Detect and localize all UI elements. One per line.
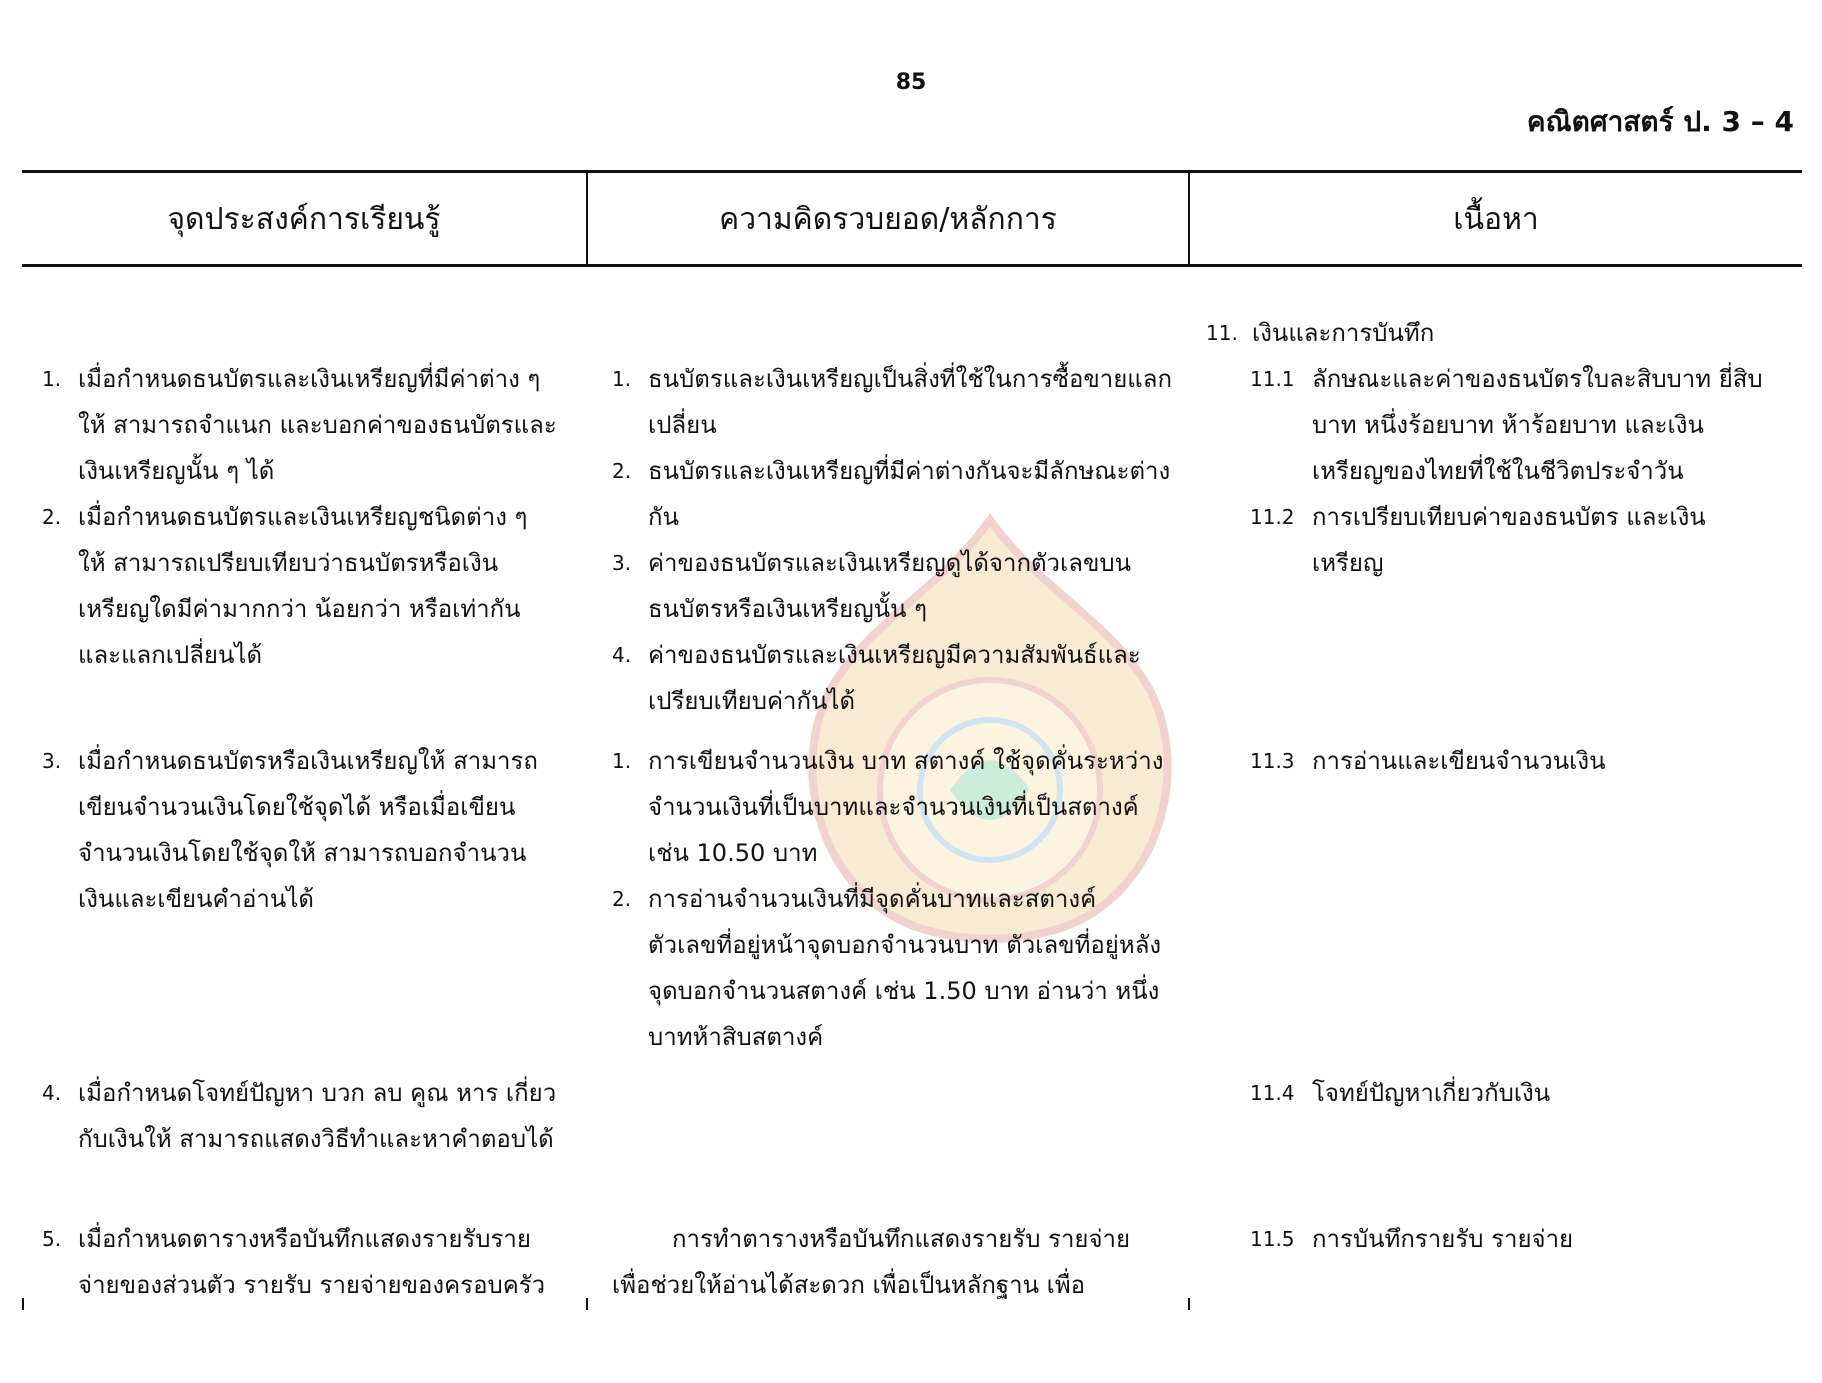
concept-item-2: [612, 448, 1172, 540]
content-sub-text: การอ่านและเขียนจำนวนเงิน: [1312, 747, 1606, 775]
concept-text: ธนบัตรและเงินเหรียญเป็นสิ่งที่ใช้ในการซื้อขายแลกเปลี่ยน: [648, 365, 1173, 439]
objective-item-4: [42, 1070, 562, 1162]
content-sub-number: 11.4: [1250, 1081, 1295, 1105]
content-sub-text: โจทย์ปัญหาเกี่ยวกับเงิน: [1312, 1079, 1551, 1107]
column-divider-left-bottom: [22, 1298, 24, 1310]
objective-item-5: [42, 1216, 562, 1308]
objective-number: 5.: [42, 1227, 62, 1251]
content-heading: [1206, 310, 1796, 356]
objective-number: 2.: [42, 505, 62, 529]
content-sub-item-1: [1250, 356, 1770, 494]
objective-item-3: [42, 738, 562, 922]
objective-text: เมื่อกำหนดตารางหรือบันทึกแสดงรายรับรายจ่ายของส่วนตัว รายรับ รายจ่ายของครอบครัว: [78, 1225, 546, 1299]
objective-text: เมื่อกำหนดธนบัตรหรือเงินเหรียญให้ สามารถเขียนจำนวนเงินโดยใช้จุดได้ หรือเมื่อเขียนจำนวนเงินโดยใช้จุดให้ สามารถบอกจำนวนเงินและเขียนคำอ่านได้: [78, 747, 538, 913]
table-top-rule: [22, 170, 1802, 173]
column-divider-1-bottom: [586, 1298, 588, 1310]
content-sub-item-3: [1250, 738, 1770, 784]
concept-number: 1.: [612, 367, 632, 391]
concept-item-3: [612, 540, 1172, 632]
objective-item-2: [42, 494, 562, 678]
concept-paragraph: การทำตารางหรือบันทึกแสดงรายรับ รายจ่าย เพื่อช่วยให้อ่านได้สะดวก เพื่อเป็นหลักฐาน เพื่อ: [612, 1225, 1131, 1299]
column-divider-2-bottom: [1188, 1298, 1190, 1310]
concept-number: 4.: [612, 643, 632, 667]
content-sub-number: 11.2: [1250, 505, 1295, 529]
concept-text: ค่าของธนบัตรและเงินเหรียญมีความสัมพันธ์และเปรียบเทียบค่ากันได้: [648, 641, 1141, 715]
objective-number: 1.: [42, 367, 62, 391]
table-header-rule: [22, 264, 1802, 267]
concept-item-1: [612, 356, 1172, 448]
concept-number: 2.: [612, 887, 632, 911]
content-sub-number: 11.1: [1250, 367, 1295, 391]
page-number: 85: [895, 70, 927, 95]
concept-number: 2.: [612, 459, 632, 483]
content-sub-text: การเปรียบเทียบค่าของธนบัตร และเงินเหรียญ: [1312, 503, 1706, 577]
objective-number: 3.: [42, 749, 62, 773]
content-sub-number: 11.5: [1250, 1227, 1295, 1251]
content-heading-text: เงินและการบันทึก: [1252, 319, 1435, 347]
concept-text: ธนบัตรและเงินเหรียญที่มีค่าต่างกันจะมีลักษณะต่างกัน: [648, 457, 1171, 531]
concept-item-5: [612, 738, 1172, 876]
header-concepts: ความคิดรวบยอด/หลักการ: [719, 202, 1057, 237]
header-learning-objectives: จุดประสงค์การเรียนรู้: [167, 202, 441, 237]
concept-text: ค่าของธนบัตรและเงินเหรียญดูได้จากตัวเลขบนธนบัตรหรือเงินเหรียญนั้น ๆ: [648, 549, 1131, 623]
content-sub-item-4: [1250, 1070, 1770, 1116]
concept-number: 1.: [612, 749, 632, 773]
content-sub-item-2: [1250, 494, 1770, 586]
content-sub-text: ลักษณะและค่าของธนบัตรใบละสิบบาท ยี่สิบบาท หนึ่งร้อยบาท ห้าร้อยบาท และเงินเหรียญของไทยที่ใช้ในชีวิตประจำวัน: [1312, 365, 1763, 485]
objective-text: เมื่อกำหนดธนบัตรและเงินเหรียญชนิดต่าง ๆ ให้ สามารถเปรียบเทียบว่าธนบัตรหรือเงินเหรียญใดมีค่ามากกว่า น้อยกว่า หรือเท่ากัน และแลกเปลี่ยนได้: [78, 503, 528, 669]
concept-number: 3.: [612, 551, 632, 575]
objective-item-1: [42, 356, 562, 494]
concept-text: การอ่านจำนวนเงินที่มีจุดคั่นบาทและสตางค์ ตัวเลขที่อยู่หน้าจุดบอกจำนวนบาท ตัวเลขที่อยู่หลังจุดบอกจำนวนสตางค์ เช่น 1.50 บาท อ่านว่า หนึ่งบาทห้าสิบสตางค์: [648, 885, 1162, 1051]
concept-text: การเขียนจำนวนเงิน บาท สตางค์ ใช้จุดคั่นระหว่างจำนวนเงินที่เป็นบาทและจำนวนเงินที่เป็นสตางค์ เช่น 10.50 บาท: [648, 747, 1164, 867]
concept-item-6: [612, 876, 1172, 1060]
content-sub-number: 11.3: [1250, 749, 1295, 773]
content-heading-number: 11.: [1206, 321, 1238, 345]
concept-item-4: [612, 632, 1172, 724]
content-sub-text: การบันทึกรายรับ รายจ่าย: [1312, 1225, 1574, 1253]
objective-number: 4.: [42, 1081, 62, 1105]
subject-header: คณิตศาสตร์ ป. 3 – 4: [1526, 105, 1794, 138]
objective-text: เมื่อกำหนดธนบัตรและเงินเหรียญที่มีค่าต่าง ๆ ให้ สามารถจำแนก และบอกค่าของธนบัตรและเงินเหรียญนั้น ๆ ได้: [78, 365, 557, 485]
content-sub-item-5: [1250, 1216, 1770, 1262]
objective-text: เมื่อกำหนดโจทย์ปัญหา บวก ลบ คูณ หาร เกี่ยวกับเงินให้ สามารถแสดงวิธีทำและหาคำตอบได้: [78, 1079, 557, 1153]
header-content: เนื้อหา: [1453, 202, 1539, 237]
